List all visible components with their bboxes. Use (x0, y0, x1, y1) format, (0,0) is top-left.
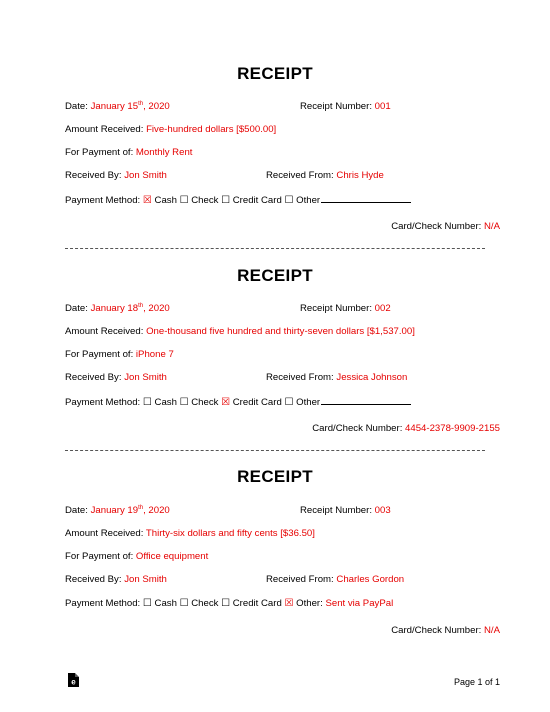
date-label: Date: (65, 101, 88, 112)
receipt-number-value: 001 (374, 101, 391, 112)
amount-line (65, 528, 315, 539)
payment-method-line (65, 598, 393, 609)
date-line (65, 505, 170, 516)
payment-method-label: Payment Method: (65, 397, 141, 408)
credit-card-label: Credit Card (232, 195, 282, 206)
payment-method-line (65, 396, 411, 408)
cut-line-divider (65, 248, 485, 249)
date-value: January 18th, 2020 (90, 302, 170, 314)
receipt-number-label: Receipt Number: (300, 303, 372, 314)
received-by-value: Jon Smith (124, 574, 167, 585)
credit-card-checkbox-icon[interactable]: ☐ (221, 598, 231, 609)
other-checkbox-checked-icon[interactable]: ☒ (284, 598, 294, 609)
other-value: Sent via PayPal (325, 598, 394, 609)
payment-for-value: iPhone 7 (135, 349, 174, 360)
payment-for-label: For Payment of: (65, 349, 134, 360)
received-from-value: Charles Gordon (336, 574, 405, 585)
received-from-label: Received From: (266, 574, 334, 585)
receipt-number-line (300, 303, 391, 314)
credit-card-label: Credit Card (232, 397, 282, 408)
cash-checkbox-icon[interactable]: ☐ (142, 598, 152, 609)
payment-for-line (65, 349, 174, 360)
cut-line-divider (65, 450, 485, 451)
date-value: January 15th, 2020 (90, 100, 170, 112)
check-checkbox-icon[interactable]: ☐ (179, 598, 189, 609)
amount-label: Amount Received: (65, 528, 144, 539)
received-from-line (266, 170, 384, 181)
cash-label: Cash (154, 397, 177, 408)
received-from-label: Received From: (266, 170, 334, 181)
amount-line (65, 124, 276, 135)
amount-label: Amount Received: (65, 326, 144, 337)
check-label: Check (191, 598, 219, 609)
received-by-value: Jon Smith (124, 372, 167, 383)
received-by-line (65, 170, 167, 181)
amount-value: Five-hundred dollars [$500.00] (146, 124, 277, 135)
received-by-line (65, 372, 167, 383)
card-number-label: Card/Check Number: (312, 423, 403, 434)
date-label: Date: (65, 303, 88, 314)
card-number-value: 4454-2378-9909-2155 (405, 423, 500, 434)
receipt-title: RECEIPT (237, 467, 313, 486)
receipt-number-label: Receipt Number: (300, 505, 372, 516)
cash-label: Cash (154, 195, 177, 206)
cash-label: Cash (154, 598, 177, 609)
receipt-number-value: 002 (374, 303, 391, 314)
payment-for-label: For Payment of: (65, 551, 134, 562)
received-from-line (266, 574, 404, 585)
received-from-line (266, 372, 407, 383)
other-checkbox-icon[interactable]: ☐ (284, 195, 294, 206)
amount-value: Thirty-six dollars and fifty cents [$36.50] (145, 528, 315, 539)
payment-method-line (65, 194, 411, 206)
card-number-value: N/A (484, 625, 500, 636)
received-by-label: Received By: (65, 372, 122, 383)
card-number-label: Card/Check Number: (391, 625, 482, 636)
credit-card-checkbox-checked-icon[interactable]: ☒ (221, 397, 231, 408)
other-label: Other: (296, 598, 323, 609)
received-by-label: Received By: (65, 170, 122, 181)
payment-for-label: For Payment of: (65, 147, 134, 158)
receipt-title: RECEIPT (237, 266, 313, 285)
date-label: Date: (65, 505, 88, 516)
check-checkbox-icon[interactable]: ☐ (179, 195, 189, 206)
other-label: Other (296, 195, 321, 206)
credit-card-label: Credit Card (232, 598, 282, 609)
card-number-value: N/A (484, 221, 500, 232)
receipt-number-line (300, 505, 391, 516)
receipt-title: RECEIPT (237, 64, 313, 83)
card-number-line (391, 625, 500, 636)
check-label: Check (191, 397, 219, 408)
payment-method-label: Payment Method: (65, 598, 141, 609)
other-blank-line[interactable] (321, 396, 411, 405)
card-number-label: Card/Check Number: (391, 221, 482, 232)
date-line (65, 303, 170, 314)
date-value: January 19th, 2020 (90, 504, 170, 516)
receipt-number-label: Receipt Number: (300, 101, 372, 112)
check-checkbox-icon[interactable]: ☐ (179, 397, 189, 408)
received-by-label: Received By: (65, 574, 122, 585)
card-number-line (312, 423, 500, 434)
date-line (65, 101, 170, 112)
credit-card-checkbox-icon[interactable]: ☐ (221, 195, 231, 206)
card-number-line (391, 221, 500, 232)
amount-value: One-thousand five hundred and thirty-seven dollars [$1,537.00] (146, 326, 415, 337)
received-from-value: Chris Hyde (336, 170, 384, 181)
eforms-logo-icon (68, 673, 79, 687)
receipt-number-line (300, 101, 391, 112)
payment-for-value: Monthly Rent (135, 147, 193, 158)
received-from-value: Jessica Johnson (336, 372, 408, 383)
other-label: Other (296, 397, 321, 408)
page-number: Page 1 of 1 (453, 677, 500, 687)
cash-checkbox-icon[interactable]: ☐ (142, 397, 152, 408)
received-by-value: Jon Smith (124, 170, 167, 181)
svg-text:e: e (71, 677, 76, 687)
payment-for-line (65, 147, 192, 158)
other-blank-line[interactable] (321, 194, 411, 203)
payment-for-line (65, 551, 208, 562)
payment-method-label: Payment Method: (65, 195, 141, 206)
received-by-line (65, 574, 167, 585)
other-checkbox-icon[interactable]: ☐ (284, 397, 294, 408)
amount-label: Amount Received: (65, 124, 144, 135)
cash-checkbox-checked-icon[interactable]: ☒ (142, 195, 152, 206)
received-from-label: Received From: (266, 372, 334, 383)
amount-line (65, 326, 415, 337)
receipt-number-value: 003 (374, 505, 391, 516)
payment-for-value: Office equipment (135, 551, 209, 562)
check-label: Check (191, 195, 219, 206)
